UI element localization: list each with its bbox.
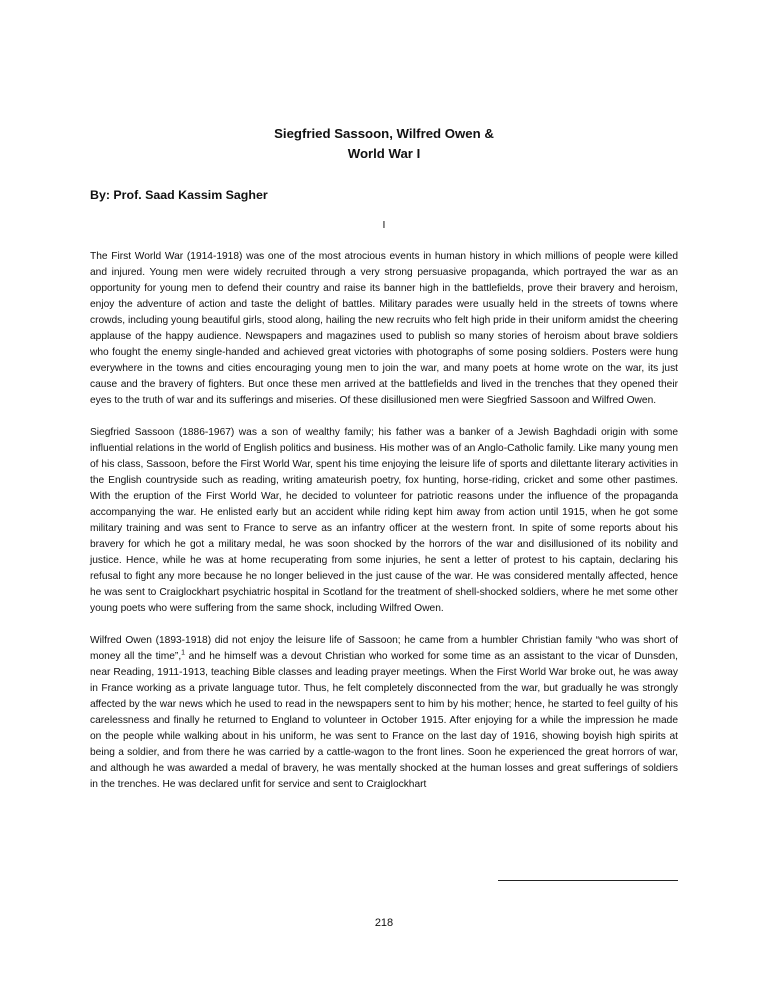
section-number: I [382,219,386,231]
title-line-1: Siegfried Sassoon, Wilfred Owen & [274,126,494,141]
paragraph-3-text-after-note: and he himself was a devout Christian who worked for some time as an assistant to the vicar of Dunsden, near Reading, 1911-1913, teaching Bible classes and leading prayer meetings. When the First World War broke out, he was away in France working as a private language tutor. Thus, he felt completely disconnected from the war, but gradually he was strongly affected by the war news which he used to read in the newspapers sent to him by his mother; hence, he started to feel guilty of his carelessness and finally he returned to England to volunteer in October 1915. After enjoying for a while the impression he made on the people while walking about in his uniform, he was sent to France on the last day of 1916, showing boyish high spirits at being a soldier, and from there he was carried by a cattle-wagon to the front lines. Soon he experienced the great horrors of war, and although he was awarded a medal of bravery, he was mentally shocked at the human losses and great sufferings of soldiers in the trenches. He was declared unfit for service and sent to Craiglockhart [90,651,678,790]
page-number: 218 [374,917,394,929]
paragraph-1: The First World War (1914-1918) was one of the most atrocious events in human history in which millions of people were killed and injured. Young men were widely recruited through a very strong persuasive propaganda, which portrayed the war as an opportunity for young men to defend their country and raise its banner high in the battlefields, prove their bravery and heroism, enjoy the adventure of action and taste the delight of battles. Military parades were usually held in the streets of towns where crowds, including young beautiful girls, stood along, hailing the new recruits who felt high pride in their uniform amidst the cheering applause of the happy audience. Newspapers and magazines used to publish so many stories of heroism about brave soldiers who fought the enemy single-handed and achieved great victories with photographs of some posing soldiers. Posters were hung everywhere in the towns and cities encouraging young men to join the war, and many poets at home wrote on the war, its just cause and the bravery of fighters. But once these men arrived at the battlefields and lived in the trenches that they opened their eyes to the truth of war and its sufferings and miseries. Of these disillusioned men were Siegfried Sassoon and Wilfred Owen. [90,251,678,406]
footnote-marker[interactable]: 1 [181,649,186,657]
paragraph-3-text-before-note: Wilfred Owen (1893-1918) did not enjoy the leisure life of Sassoon; he came from a humbler Christian family “who was short of money all the time”, [90,635,678,662]
paragraph-3 [90,633,678,793]
article-title [90,124,678,164]
title-line-2: World War I [347,146,421,161]
document-page [90,0,678,994]
paragraph-2: Siegfried Sassoon (1886-1967) was a son of wealthy family; his father was a banker of a Jewish Baghdadi origin with some influential relations in the world of English politics and business. His mother was of an Anglo-Catholic family. Like many young men of his class, Sassoon, before the First World War, spent his time enjoying the leisure life of sports and dilettante literary activities in the English countryside such as reading, writing amateurish poetry, fox hunting, horse-riding, cricket and some other pastimes. With the eruption of the First World War, he decided to volunteer for patriotic reasons under the influence of the propaganda accompanying the war. He enlisted early but an accident while riding kept him away from action until 1915, when he got some military training and was sent to France to serve as an infantry officer at the western front. In spite of some reports about his bravery for which he got a military medal, he was soon shocked by the horrors of the war and disillusioned of its nobility and justice. Hence, while he was at home recuperating from some injuries, he sent a letter of protest to his captain, declaring his refusal to fight any more because he no longer believed in the just cause of the war. He was considered mentally affected, hence he was sent to Craiglockhart psychiatric hospital in Scotland for the treatment of shell-shocked soldiers, where he met some other young poets who were suffering from the same shock, including Wilfred Owen. [90,427,678,614]
footnote-separator [498,880,678,881]
article-body [90,249,678,809]
author-byline: By: Prof. Saad Kassim Sagher [90,188,268,202]
